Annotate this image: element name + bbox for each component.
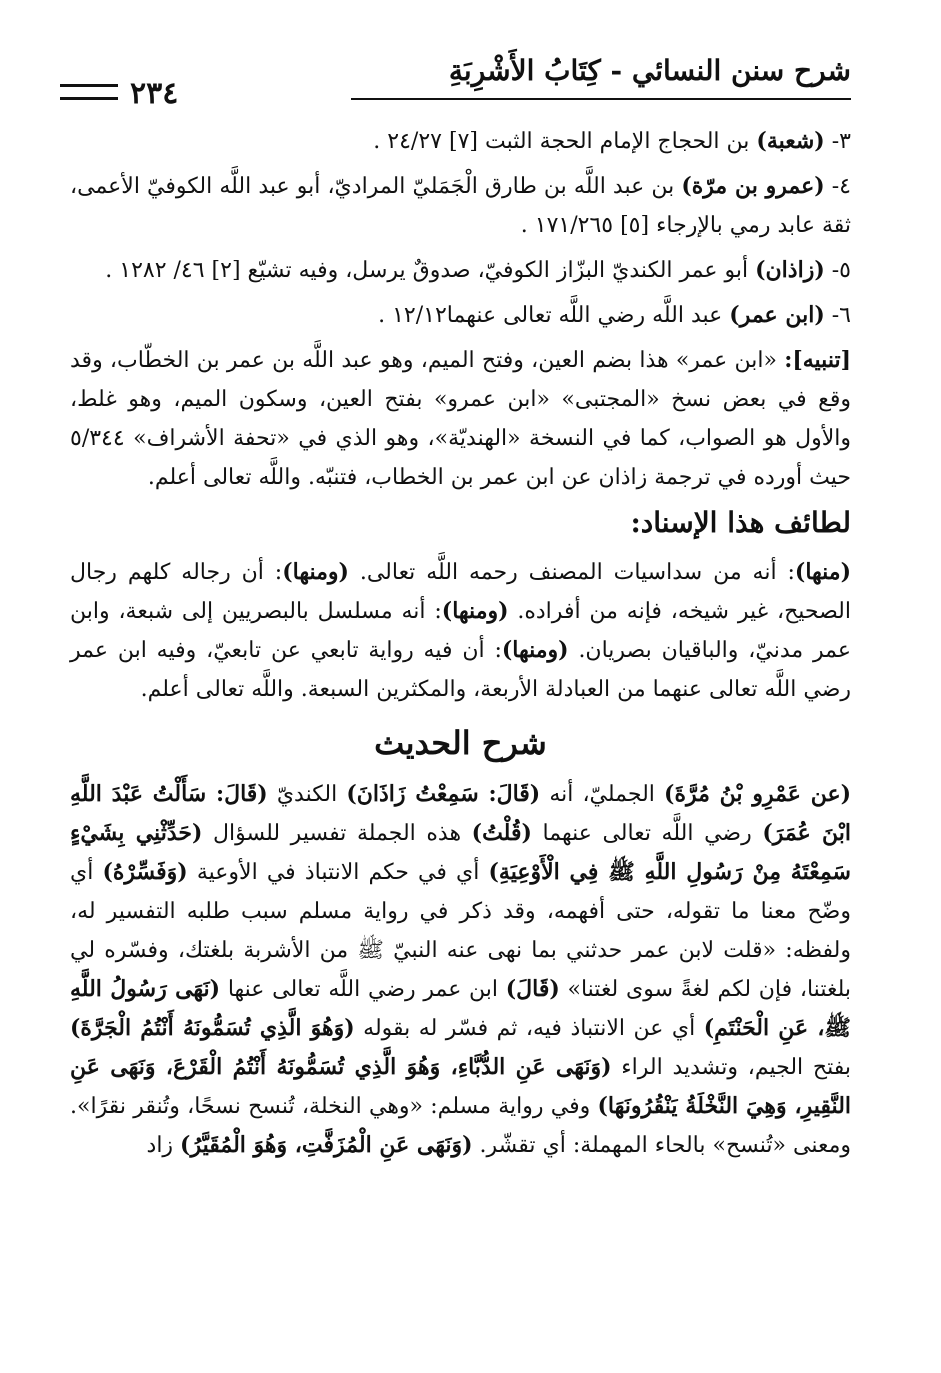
narrator-number: ٣- xyxy=(831,129,851,154)
commentary-text: هذه الجملة تفسير للسؤال xyxy=(202,821,472,846)
lataif-marker: (ومنها) xyxy=(501,637,569,663)
commentary-text: بفتح الجيم، وتشديد الراء xyxy=(611,1055,851,1080)
hadith-quote: (نَهَى رَسُولُ اللَّهِ ﷺ، عَنِ الْحَنْتَمِ) xyxy=(70,976,852,1041)
hadith-quote: (قَالَ) xyxy=(505,976,560,1002)
commentary-text: أي عن الانتباذ فيه، ثم فسّر له بقوله xyxy=(354,1016,704,1041)
narrator-name: (ابن عمر) xyxy=(729,302,825,328)
commentary-text: رضي اللَّه تعالى عنهما xyxy=(531,821,763,846)
narrator-name: (شعبة) xyxy=(756,128,825,154)
hadith-quote: (قُلْتُ) xyxy=(471,820,532,846)
lataif-text: : أن فيه رواية تابعي عن تابعيّ، وفيه ابن عمر رضي اللَّه تعالى عنهما من العبادلة الأربعة، والمكثرين السبعة. واللَّه تعالى أعلم. xyxy=(70,638,851,702)
lataif-marker: (ومنها) xyxy=(282,559,349,585)
page-number-rule xyxy=(60,84,118,100)
section-heading-sharh: شرح الحديث xyxy=(374,724,547,762)
header-rule xyxy=(351,98,851,100)
narrator-number: ٥- xyxy=(831,258,851,283)
lataif-paragraph xyxy=(70,553,851,709)
notice-label: [تنبيه]: xyxy=(784,347,851,373)
lataif-marker: (منها) xyxy=(794,559,851,585)
narrator-description: بن عبد اللَّه بن طارق الْجَمَليّ المراديّ، أبو عبد اللَّه الكوفيّ الأعمى، ثقة عابد رمي بالإرجاء [٥] ١٧١/٢٦٥ . xyxy=(70,174,851,238)
section-heading-lataif: لطائف هذا الإسناد: xyxy=(630,506,851,539)
narrator-entry xyxy=(70,167,851,245)
narrator-entry xyxy=(70,122,851,161)
narrator-description: أبو عمر الكنديّ البزّاز الكوفيّ، صدوقٌ يرسل، وفيه تشيّع [٢] ٤٦/ ١٢٨٢ . xyxy=(105,258,749,283)
commentary-text: أي في حكم الانتباذ في الأوعية xyxy=(187,860,489,885)
hadith-quote: (وَهُوَ الَّذِي تُسَمُّونَهُ أَنْتُمُ الْجَرَّةَ) xyxy=(70,1015,355,1041)
commentary-text: الكنديّ xyxy=(267,782,347,807)
narrator-entry xyxy=(70,296,851,335)
hadith-quote: (قَالَ: سَأَلْتُ عَبْدَ اللَّهِ ابْنَ عُمَرَ) xyxy=(70,781,851,846)
commentary-text: ابن عمر رضي اللَّه تعالى عنها xyxy=(220,977,506,1002)
page-content xyxy=(70,122,851,1171)
narrator-number: ٦- xyxy=(831,303,851,328)
commentary-text: أي وضّح معنا ما تقوله، حتى أفهمه، وقد ذكر في رواية مسلم سبب طلبه التفسير له، ولفظه: «قلت لابن عمر حدثني بما نهى عنه النبيّ ﷺ من الأشربة بلغتك، وفسّره لي بلغتنا، فإن لكم لغةً سوى لغتنا» xyxy=(70,860,851,1002)
hadith-quote: (حَدِّثْنِي بِشَيْءٍ سَمِعْتَهُ مِنْ رَسُولِ اللَّهِ ﷺ فِي الْأَوْعِيَةِ) xyxy=(70,820,851,885)
sharh-paragraph xyxy=(70,775,851,1165)
narrator-name: (زاذان) xyxy=(755,257,825,283)
narrator-list xyxy=(70,122,851,335)
page-header xyxy=(60,38,851,111)
hadith-quote: (وَفَسِّرْهُ) xyxy=(102,859,188,885)
lataif-text: : أنه مسلسل بالبصريين إلى شبعة، وابن عمر مدنيّ، والباقيان بصريان. xyxy=(70,599,851,663)
commentary-text: زاد xyxy=(146,1133,181,1158)
lataif-text: : أنه من سداسيات المصنف رحمه اللَّه تعالى. xyxy=(348,560,795,585)
page-number: ٢٣٤ xyxy=(130,76,179,111)
hadith-quote: (وَنَهَى عَنِ الْمُزَفَّتِ، وَهُوَ الْمُقَيَّرُ) xyxy=(180,1132,473,1158)
notice-paragraph xyxy=(70,341,851,497)
hadith-quote: (عن عَمْرِو بْنُ مُرَّةَ) xyxy=(664,781,851,807)
notice-text: «ابن عمر» هذا بضم العين، وفتح الميم، وهو عبد اللَّه بن عمر بن الخطّاب، وقد وقع في بعض نسخ «المجتبى» «ابن عمرو» بفتح العين، وسكون الميم، وهو غلط، والأول هو الصواب، كما في النسخة «الهنديّة»، وهو الذي في «تحفة الأشراف» ٥/٣٤٤ حيث أورده في ترجمة زاذان عن ابن عمر بن الخطاب، فتنبّه. واللَّه تعالى أعلم. xyxy=(70,348,851,490)
lataif-text: : أن رجاله كلهم رجال الصحيح، غير شيخه، فإنه من أفراده. xyxy=(70,560,851,624)
commentary-text: وفي رواية مسلم: «وهي النخلة، تُنسح نسحًا، وتُنقر نقرًا». ومعنى «تُنسح» بالحاء المهملة: أي تقشّر. xyxy=(70,1094,851,1158)
running-title: شرح سنن النسائي - كِتَابُ الأَشْرِبَةِ xyxy=(448,54,851,87)
hadith-quote: (وَنَهَى عَنِ الدُّبَّاءِ، وَهُوَ الَّذِي تُسَمُّونَهُ أَنْتُمُ الْقَرْعَ، وَنَهَى عَنِ النَّقِيرِ، وَهِيَ النَّخْلَةُ يَنْقُرُونَهَا) xyxy=(70,1054,852,1119)
narrator-number: ٤- xyxy=(831,174,851,199)
hadith-quote: (قَالَ: سَمِعْتُ زَاذَانَ) xyxy=(346,781,541,807)
narrator-description: بن الحجاج الإمام الحجة الثبت [٧] ٢٤/٢٧ . xyxy=(373,129,750,154)
narrator-entry xyxy=(70,251,851,290)
lataif-marker: (ومنها) xyxy=(441,598,509,624)
narrator-name: (عمرو بن مرّة) xyxy=(681,173,825,199)
commentary-text: الجمليّ، أنه xyxy=(540,782,665,807)
narrator-description: عبد اللَّه رضي اللَّه تعالى عنهما١٢/١٢ . xyxy=(378,303,723,328)
